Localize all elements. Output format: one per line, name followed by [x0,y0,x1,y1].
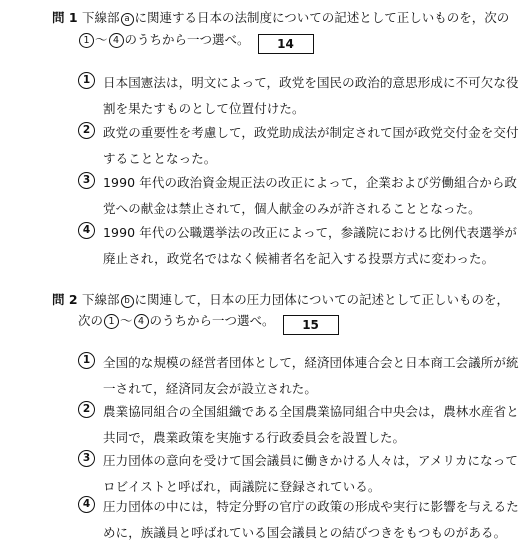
q1-option-3 [78,170,518,222]
option-number-icon: 2 [78,401,95,418]
choice-range-start: 1 [104,314,119,329]
option-line-2: 党への献金は禁止されて，個人献金のみが許されることとなった。 [103,201,481,216]
option-number-icon: 3 [78,172,95,189]
option-line-1: 政党の重要性を考慮して，政党助成法が制定されて国が政党交付金を交付 [103,125,519,140]
option-number-icon: 2 [78,122,95,139]
question-2-instruction-text: のうちから一つ選べ。 [149,313,275,328]
option-line-2: することとなった。 [103,151,217,166]
option-line-1: 1990 年代の政治資金規正法の改正によって，企業および労働組合から政 [103,175,518,190]
question-2-heading [52,292,509,308]
option-line-2: ロビイストと呼ばれ，両議院に登録されている。 [103,479,381,494]
q1-option-2 [78,120,519,172]
option-line-1: 1990 年代の公職選挙法の改正によって，参議院における比例代表選挙が [103,225,518,240]
q2-option-3 [78,448,518,500]
q1-option-4 [78,220,518,272]
q1-option-1 [78,70,519,122]
option-line-2: 割を果たすものとして位置付けた。 [103,101,305,116]
option-number-icon: 3 [78,450,95,467]
q2-option-4 [78,494,519,546]
question-1-instruction-text: のうちから一つ選べ。 [124,32,250,47]
question-1-label: 問 1 [52,10,78,25]
choice-range-end: 4 [134,314,149,329]
option-line-2: 一されて，経済同友会が設立された。 [103,381,317,396]
option-line-1: 圧力団体の意向を受けて国会議員に働きかける人々は，アメリカになって [103,453,518,468]
option-line-2: めに，族議員と呼ばれている国会議員との結びつきをもつものがある。 [103,525,507,540]
option-number-icon: 1 [78,352,95,369]
option-line-1: 日本国憲法は，明文によって，政党を国民の政治的意思形成に不可欠な役 [103,75,519,90]
question-1-instruction [78,32,314,54]
option-number-icon: 4 [78,222,95,239]
choice-range-start: 1 [79,33,94,48]
option-line-1: 圧力団体の中には，特定分野の官庁の政策の形成や実行に影響を与えるた [103,499,519,514]
answer-box-15: 15 [283,315,339,335]
range-tilde: ～ [120,313,133,328]
option-number-icon: 4 [78,496,95,513]
underline-marker-b: b [121,295,134,308]
question-2-instruction [78,313,339,335]
question-1-text-after: に関連する日本の法制度についての記述として正しいものを，次の [134,10,510,25]
option-line-2: 廃止され，政党名ではなく候補者名を記入する投票方式に変わった。 [103,251,495,266]
option-line-1: 農業協同組合の全国組織である全国農業協同組合中央会は，農林水産省と [103,404,519,419]
option-line-2: 共同で，農業政策を実施する行政委員会を設置した。 [103,430,406,445]
option-number-icon: 1 [78,72,95,89]
question-2-text-after: に関連して，日本の圧力団体についての記述として正しいものを， [134,292,510,307]
underline-marker-a: a [121,13,134,26]
option-line-1: 全国的な規模の経営者団体として，経済団体連合会と日本商工会議所が統 [103,355,519,370]
question-2-label: 問 2 [52,292,78,307]
answer-box-14: 14 [258,34,314,54]
question-1-text-before: 下線部 [82,10,120,25]
q2-option-2 [78,399,519,451]
q2-option-1 [78,350,519,402]
question-1-heading [52,10,509,26]
question-2-text-before: 下線部 [82,292,120,307]
choice-range-end: 4 [109,33,124,48]
question-2-instruction-prefix: 次の [78,313,104,328]
range-tilde: ～ [95,32,108,47]
